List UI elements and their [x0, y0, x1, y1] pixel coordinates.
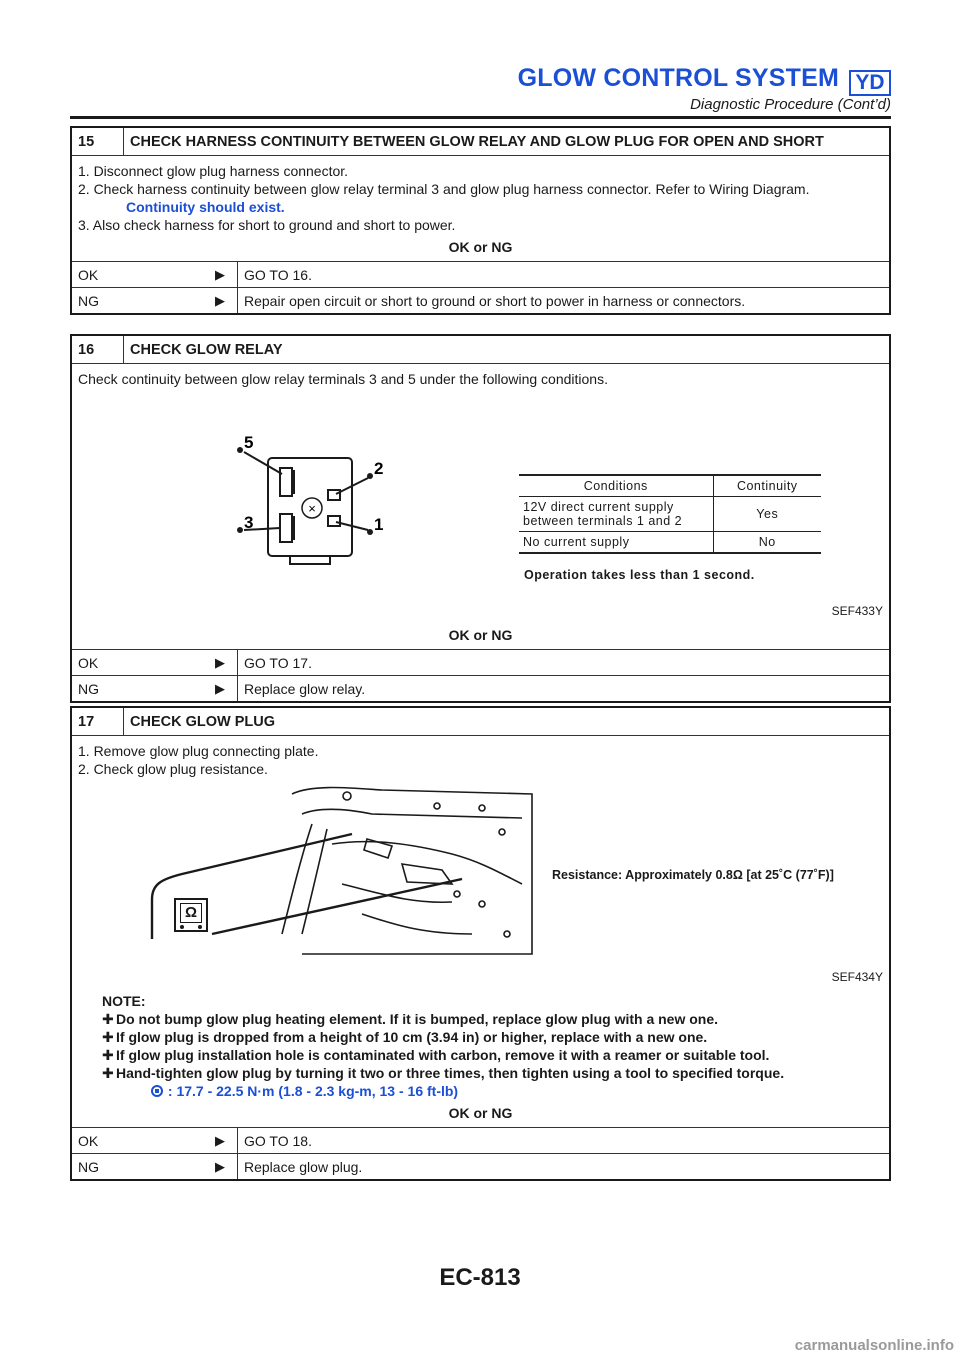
table-cell: No — [713, 532, 821, 554]
terminal-5-label: 5 — [244, 433, 254, 452]
note-item: Do not bump glow plug heating element. If it is bumped, replace glow plug with a new one. — [116, 1011, 719, 1027]
ok-or-ng-label: OK or NG — [448, 1105, 513, 1121]
note-title: NOTE: — [102, 993, 146, 1009]
condition-line: 12V direct current supply — [523, 500, 674, 514]
header-rule — [70, 116, 891, 119]
figure-code: SEF434Y — [831, 970, 883, 984]
torque-wrench-icon — [150, 1084, 164, 1098]
result-key: OK — [78, 1132, 99, 1149]
condition-line: between terminals 1 and 2 — [523, 514, 683, 528]
ohmmeter — [174, 898, 208, 932]
instruction-line: Check continuity between glow relay terminals 3 and 5 under the following conditions. — [78, 371, 608, 387]
table-header-row — [519, 475, 821, 497]
relay-connector-diagram — [232, 433, 402, 576]
column-header: Conditions — [519, 475, 713, 497]
table-cell: Yes — [713, 497, 821, 532]
result-row-ok — [72, 261, 889, 287]
result-key: OK — [78, 654, 99, 671]
note-item: If glow plug is dropped from a height of 10 cm (3.94 in) or higher, replace with a new one. — [116, 1029, 708, 1045]
table-row — [519, 532, 821, 554]
operation-note: Operation takes less than 1 second. — [524, 568, 755, 582]
table-cell: No current supply — [519, 532, 713, 554]
result-action: GO TO 17. — [244, 654, 312, 671]
resistance-spec: Resistance: Approximately 0.8Ω [at 25˚C (77˚F)] — [552, 868, 834, 882]
diamond-bullet-icon: ✚ — [102, 1047, 114, 1063]
note-item: If glow plug installation hole is contaminated with carbon, remove it with a reamer or suitable tool. — [116, 1047, 770, 1063]
result-key: OK — [78, 266, 99, 283]
step-number: 17 — [72, 708, 124, 735]
result-row-ng — [72, 675, 889, 701]
result-row-ng — [72, 287, 889, 313]
step-15 — [70, 126, 891, 315]
engine-code-badge: YD — [849, 70, 891, 96]
figure-code: SEF433Y — [831, 604, 883, 618]
page-header — [70, 0, 891, 120]
diamond-bullet-icon: ✚ — [102, 1065, 114, 1081]
result-key: NG — [78, 292, 99, 309]
right-triangle-arrow-icon: ▶ — [215, 1132, 225, 1148]
relay-figure — [72, 388, 889, 622]
step-17 — [70, 706, 891, 1181]
right-triangle-arrow-icon: ▶ — [215, 1158, 225, 1174]
probe-terminal — [198, 925, 202, 929]
section-title: GLOW CONTROL SYSTEM — [517, 64, 839, 92]
result-row-ok — [72, 1127, 889, 1153]
instruction-line: 1. Disconnect glow plug harness connector. — [78, 163, 349, 179]
instruction-line: 3. Also check harness for short to ground and short to power. — [78, 217, 456, 233]
torque-spec — [102, 1082, 889, 1100]
spec-highlight: Continuity should exist. — [126, 199, 285, 215]
instruction-line: 1. Remove glow plug connecting plate. — [78, 743, 319, 759]
ok-or-ng-label: OK or NG — [448, 239, 513, 255]
result-row-ok — [72, 649, 889, 675]
right-triangle-arrow-icon: ▶ — [215, 266, 225, 282]
step-header — [72, 708, 889, 736]
right-triangle-arrow-icon: ▶ — [215, 654, 225, 670]
page-number: EC-813 — [439, 1264, 521, 1291]
result-key: NG — [78, 680, 99, 697]
step-body — [72, 736, 889, 778]
terminal-3-label: 3 — [244, 513, 254, 532]
step-number: 15 — [72, 128, 124, 155]
diamond-bullet-icon: ✚ — [102, 1011, 114, 1027]
result-action: Replace glow relay. — [244, 680, 366, 697]
right-triangle-arrow-icon: ▶ — [215, 680, 225, 696]
result-action: GO TO 18. — [244, 1132, 312, 1149]
glow-plug-figure — [72, 778, 889, 986]
step-header — [72, 336, 889, 364]
ohm-symbol-icon: Ω — [180, 903, 202, 923]
instruction-line: 2. Check harness continuity between glow relay terminal 3 and glow plug harness connector. Refer to Wiring Diagram. — [78, 181, 810, 197]
torque-value: : 17.7 - 22.5 N·m (1.8 - 2.3 kg-m, 13 - 16 ft-lb) — [167, 1083, 459, 1099]
probe-terminal — [180, 925, 184, 929]
step-header — [72, 128, 889, 156]
result-action: Repair open circuit or short to ground or short to power in harness or connectors. — [244, 292, 746, 309]
right-triangle-arrow-icon: ▶ — [215, 292, 225, 308]
table-cell — [519, 497, 713, 532]
column-header: Continuity — [713, 475, 821, 497]
continuity-table — [519, 474, 821, 554]
section-subtitle: Diagnostic Procedure (Cont’d) — [690, 96, 891, 113]
result-key: NG — [78, 1158, 99, 1175]
table-row — [519, 497, 821, 532]
result-row-ng — [72, 1153, 889, 1179]
step-title: CHECK HARNESS CONTINUITY BETWEEN GLOW RELAY AND GLOW PLUG FOR OPEN AND SHORT — [130, 133, 824, 150]
note-block — [72, 986, 889, 1100]
instruction-line: 2. Check glow plug resistance. — [78, 761, 268, 777]
svg-text:×: × — [308, 501, 316, 516]
note-item: Hand-tighten glow plug by turning it two or three times, then tighten using a tool to specified torque. — [116, 1065, 785, 1081]
step-title: CHECK GLOW RELAY — [130, 341, 283, 358]
watermark: carmanualsonline.info — [794, 1337, 954, 1354]
terminal-2-label: 2 — [374, 459, 384, 478]
step-body — [72, 156, 889, 234]
terminal-1-label: 1 — [374, 515, 384, 534]
result-action: Replace glow plug. — [244, 1158, 363, 1175]
diamond-bullet-icon: ✚ — [102, 1029, 114, 1045]
result-action: GO TO 16. — [244, 266, 312, 283]
step-title: CHECK GLOW PLUG — [130, 713, 275, 730]
ok-or-ng-label: OK or NG — [448, 627, 513, 643]
step-16 — [70, 334, 891, 703]
step-body — [72, 364, 889, 388]
step-number: 16 — [72, 336, 124, 363]
